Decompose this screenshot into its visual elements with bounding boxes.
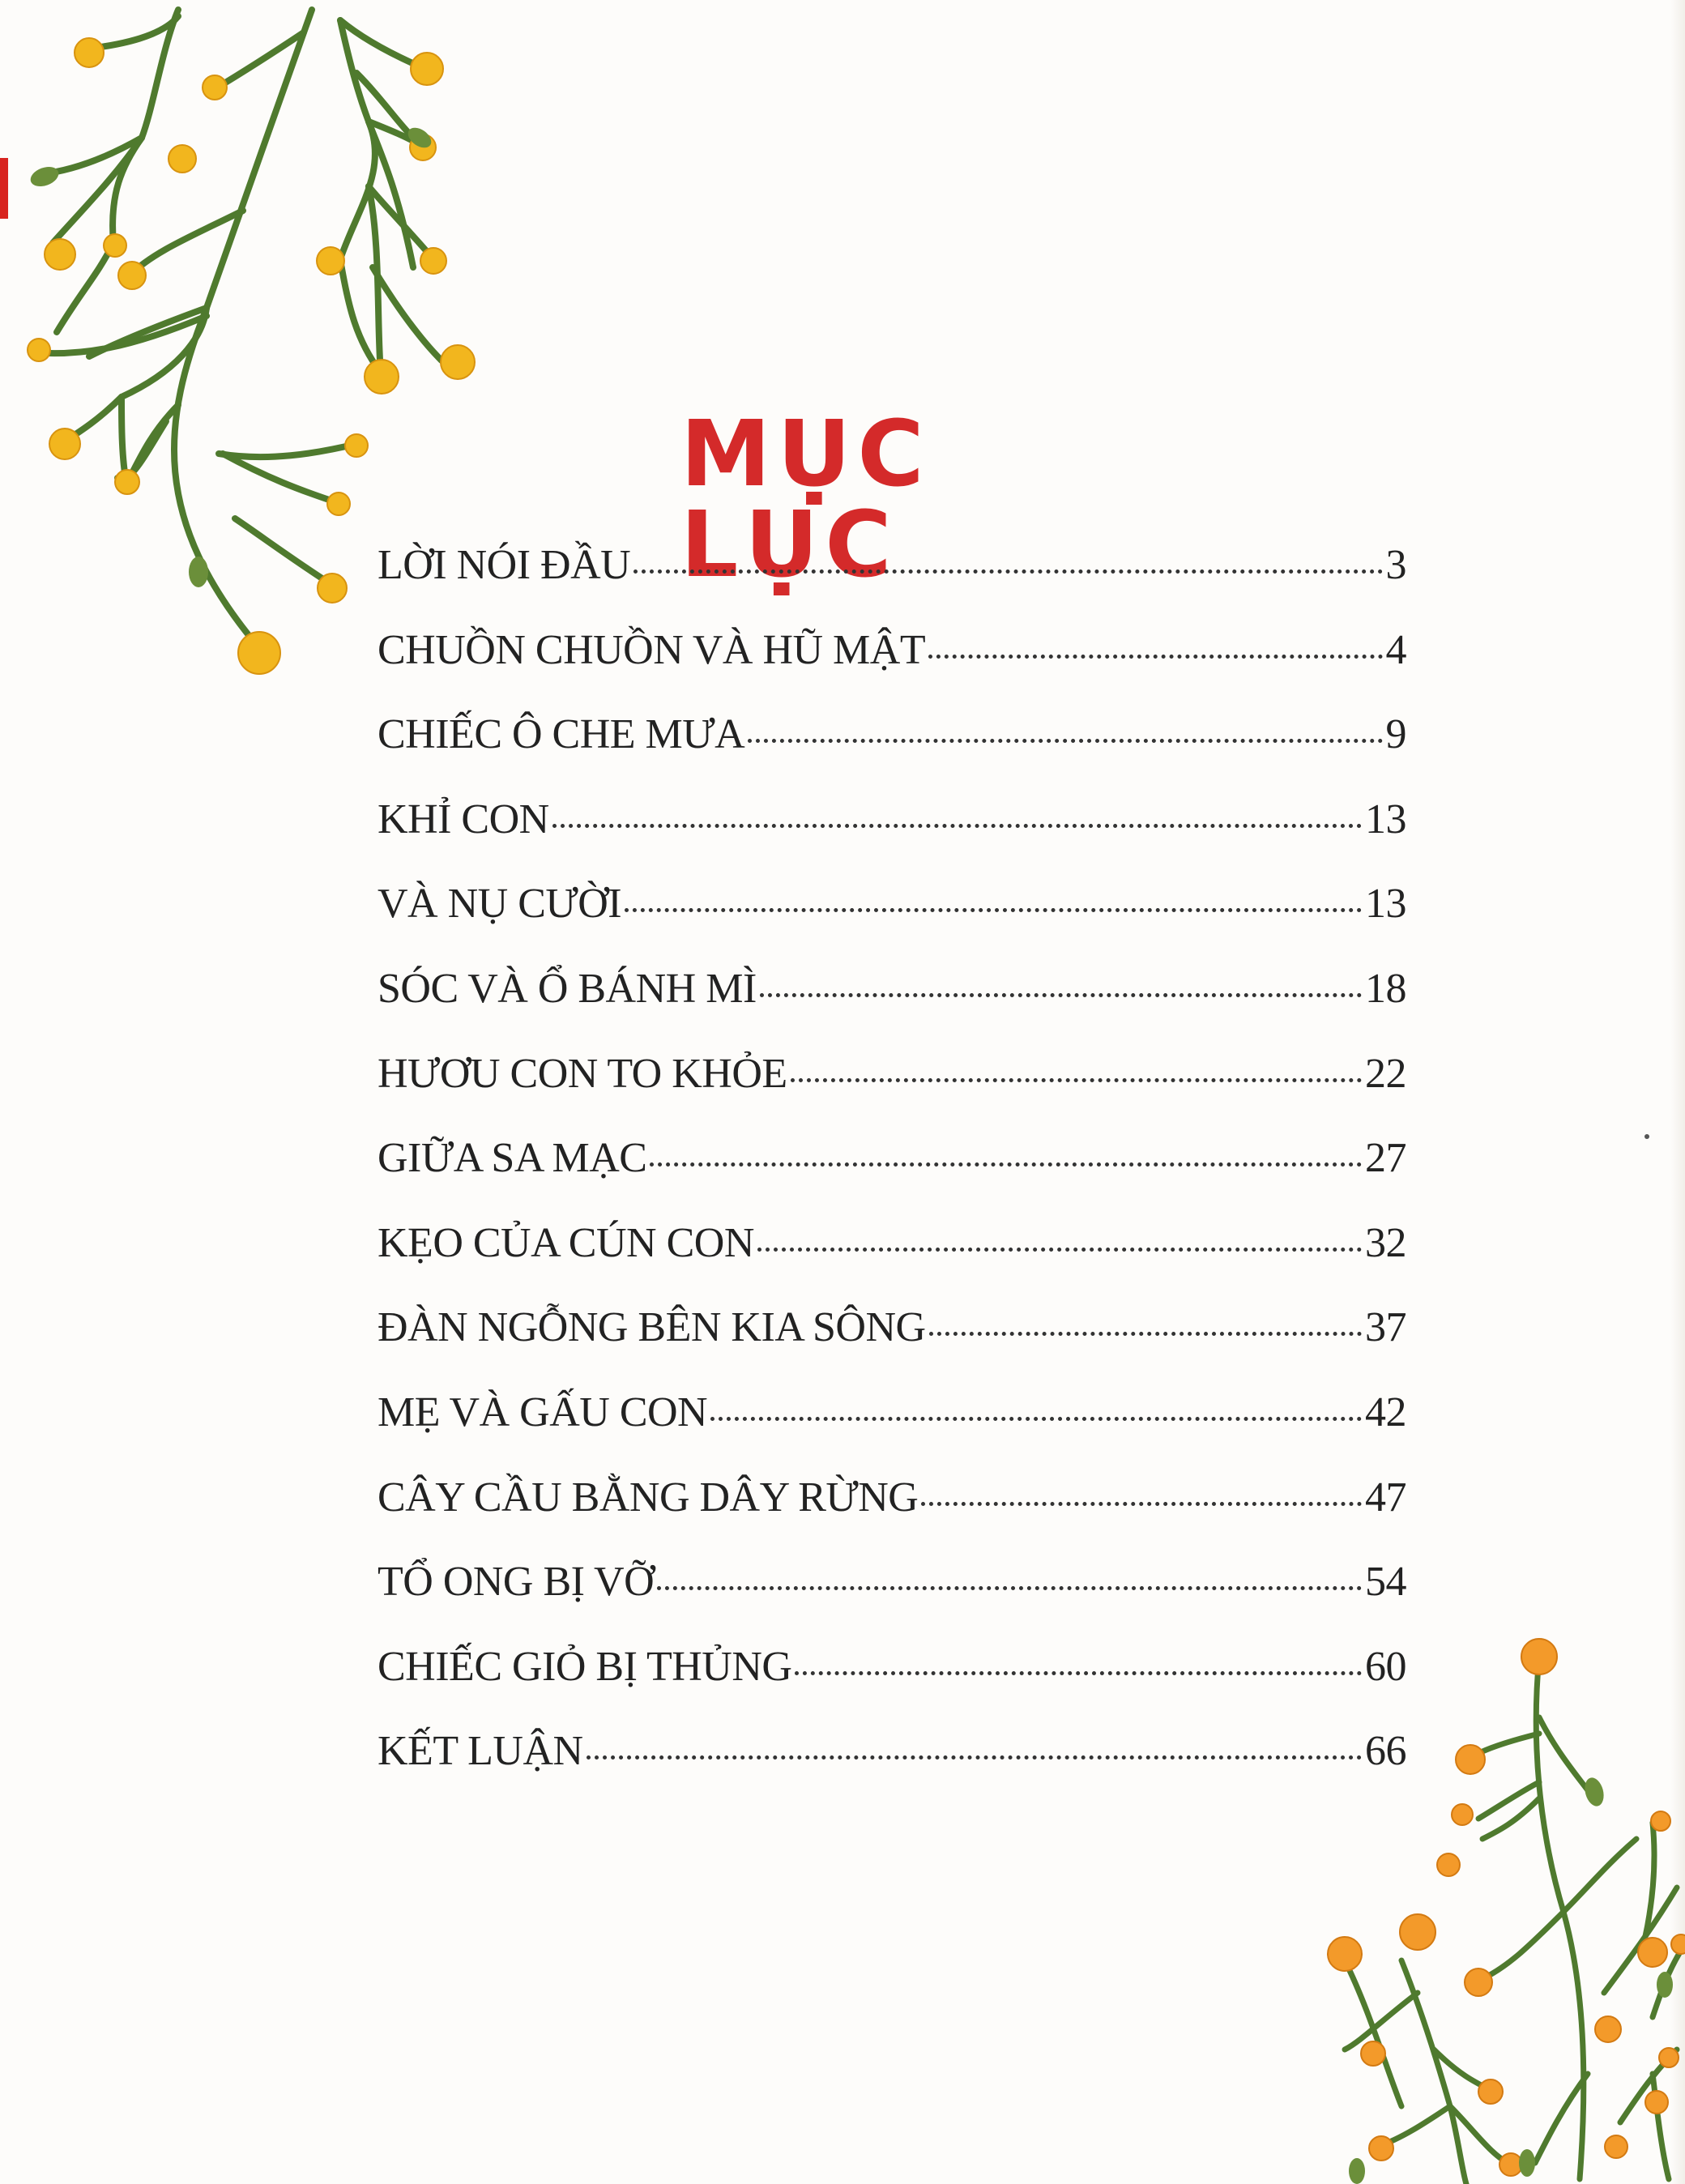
toc-entry[interactable] bbox=[378, 880, 1406, 965]
toc-entry[interactable] bbox=[378, 1219, 1406, 1304]
toc-entry[interactable] bbox=[378, 1134, 1406, 1219]
toc-entry-page: 42 bbox=[1365, 1388, 1406, 1435]
dot-leader bbox=[710, 1417, 1362, 1421]
dot-leader bbox=[929, 1332, 1362, 1336]
toc-entry-page: 4 bbox=[1385, 626, 1406, 673]
toc-entry-page: 54 bbox=[1365, 1559, 1406, 1606]
toc-entry-page: 66 bbox=[1365, 1728, 1406, 1775]
toc-entry-title: SÓC VÀ Ổ BÁNH MÌ bbox=[378, 965, 757, 1012]
dot-leader bbox=[657, 1586, 1362, 1590]
toc-entry-title: HƯƠU CON TO KHỎE bbox=[378, 1050, 787, 1097]
toc-entry[interactable] bbox=[378, 1643, 1406, 1728]
toc-entry[interactable] bbox=[378, 1303, 1406, 1388]
toc-entry[interactable] bbox=[378, 626, 1406, 711]
toc-entry-title: CHUỒN CHUỒN VÀ HŨ MẬT bbox=[378, 626, 926, 673]
toc-entry-page: 37 bbox=[1365, 1304, 1406, 1351]
toc-entry-page: 60 bbox=[1365, 1643, 1406, 1690]
toc-entry-page: 18 bbox=[1365, 965, 1406, 1012]
dot-leader bbox=[633, 569, 1382, 574]
toc-entry-page: 27 bbox=[1365, 1135, 1406, 1182]
toc-entry-page: 9 bbox=[1385, 711, 1406, 758]
toc-entry-page: 32 bbox=[1365, 1219, 1406, 1266]
toc-entry-title: TỔ ONG BỊ VỠ bbox=[378, 1559, 655, 1606]
toc-entry-title: KHỈ CON bbox=[378, 796, 549, 842]
toc-entry[interactable] bbox=[378, 1474, 1406, 1559]
toc-entry-title: VÀ NỤ CƯỜI bbox=[378, 881, 622, 928]
dot-leader bbox=[928, 655, 1382, 659]
toc-entry-page: 47 bbox=[1365, 1474, 1406, 1521]
dot-leader bbox=[748, 739, 1382, 743]
dot-leader bbox=[552, 824, 1362, 828]
toc-entry-page: 22 bbox=[1365, 1050, 1406, 1097]
toc-entry[interactable] bbox=[378, 1050, 1406, 1135]
toc-heading: MỤC LỤC bbox=[680, 402, 931, 598]
dot-leader bbox=[757, 1248, 1362, 1252]
table-of-contents bbox=[378, 541, 1406, 1812]
toc-entry[interactable] bbox=[378, 1727, 1406, 1812]
toc-entry[interactable] bbox=[378, 1558, 1406, 1643]
dot-leader bbox=[650, 1162, 1362, 1167]
toc-entry-page: 13 bbox=[1365, 881, 1406, 928]
toc-entry-title: KẾT LUẬN bbox=[378, 1728, 583, 1775]
toc-entry[interactable] bbox=[378, 710, 1406, 796]
toc-entry-title: ĐÀN NGỖNG BÊN KIA SÔNG bbox=[378, 1304, 926, 1351]
toc-entry-title: CÂY CẦU BẰNG DÂY RỪNG bbox=[378, 1474, 919, 1521]
toc-entry[interactable] bbox=[378, 1388, 1406, 1474]
toc-entry[interactable] bbox=[378, 965, 1406, 1050]
toc-entry[interactable] bbox=[378, 796, 1406, 881]
print-speck bbox=[1644, 1134, 1649, 1139]
dot-leader bbox=[791, 1078, 1362, 1082]
dot-leader bbox=[921, 1502, 1362, 1506]
toc-entry-title: GIỮA SA MẠC bbox=[378, 1135, 647, 1182]
toc-entry-page: 3 bbox=[1385, 542, 1406, 588]
dot-leader bbox=[795, 1671, 1362, 1675]
toc-entry-page: 13 bbox=[1365, 796, 1406, 842]
toc-entry-title: KẸO CỦA CÚN CON bbox=[378, 1219, 754, 1266]
dot-leader bbox=[587, 1755, 1362, 1760]
toc-entry-title: MẸ VÀ GẤU CON bbox=[378, 1388, 708, 1435]
toc-entry-title: CHIẾC GIỎ BỊ THỦNG bbox=[378, 1643, 792, 1690]
toc-entry[interactable] bbox=[378, 541, 1406, 626]
dot-leader bbox=[760, 993, 1362, 997]
toc-entry-title: LỜI NÓI ĐẦU bbox=[378, 542, 631, 588]
toc-entry-title: CHIẾC Ô CHE MƯA bbox=[378, 711, 745, 758]
dot-leader bbox=[625, 908, 1362, 912]
